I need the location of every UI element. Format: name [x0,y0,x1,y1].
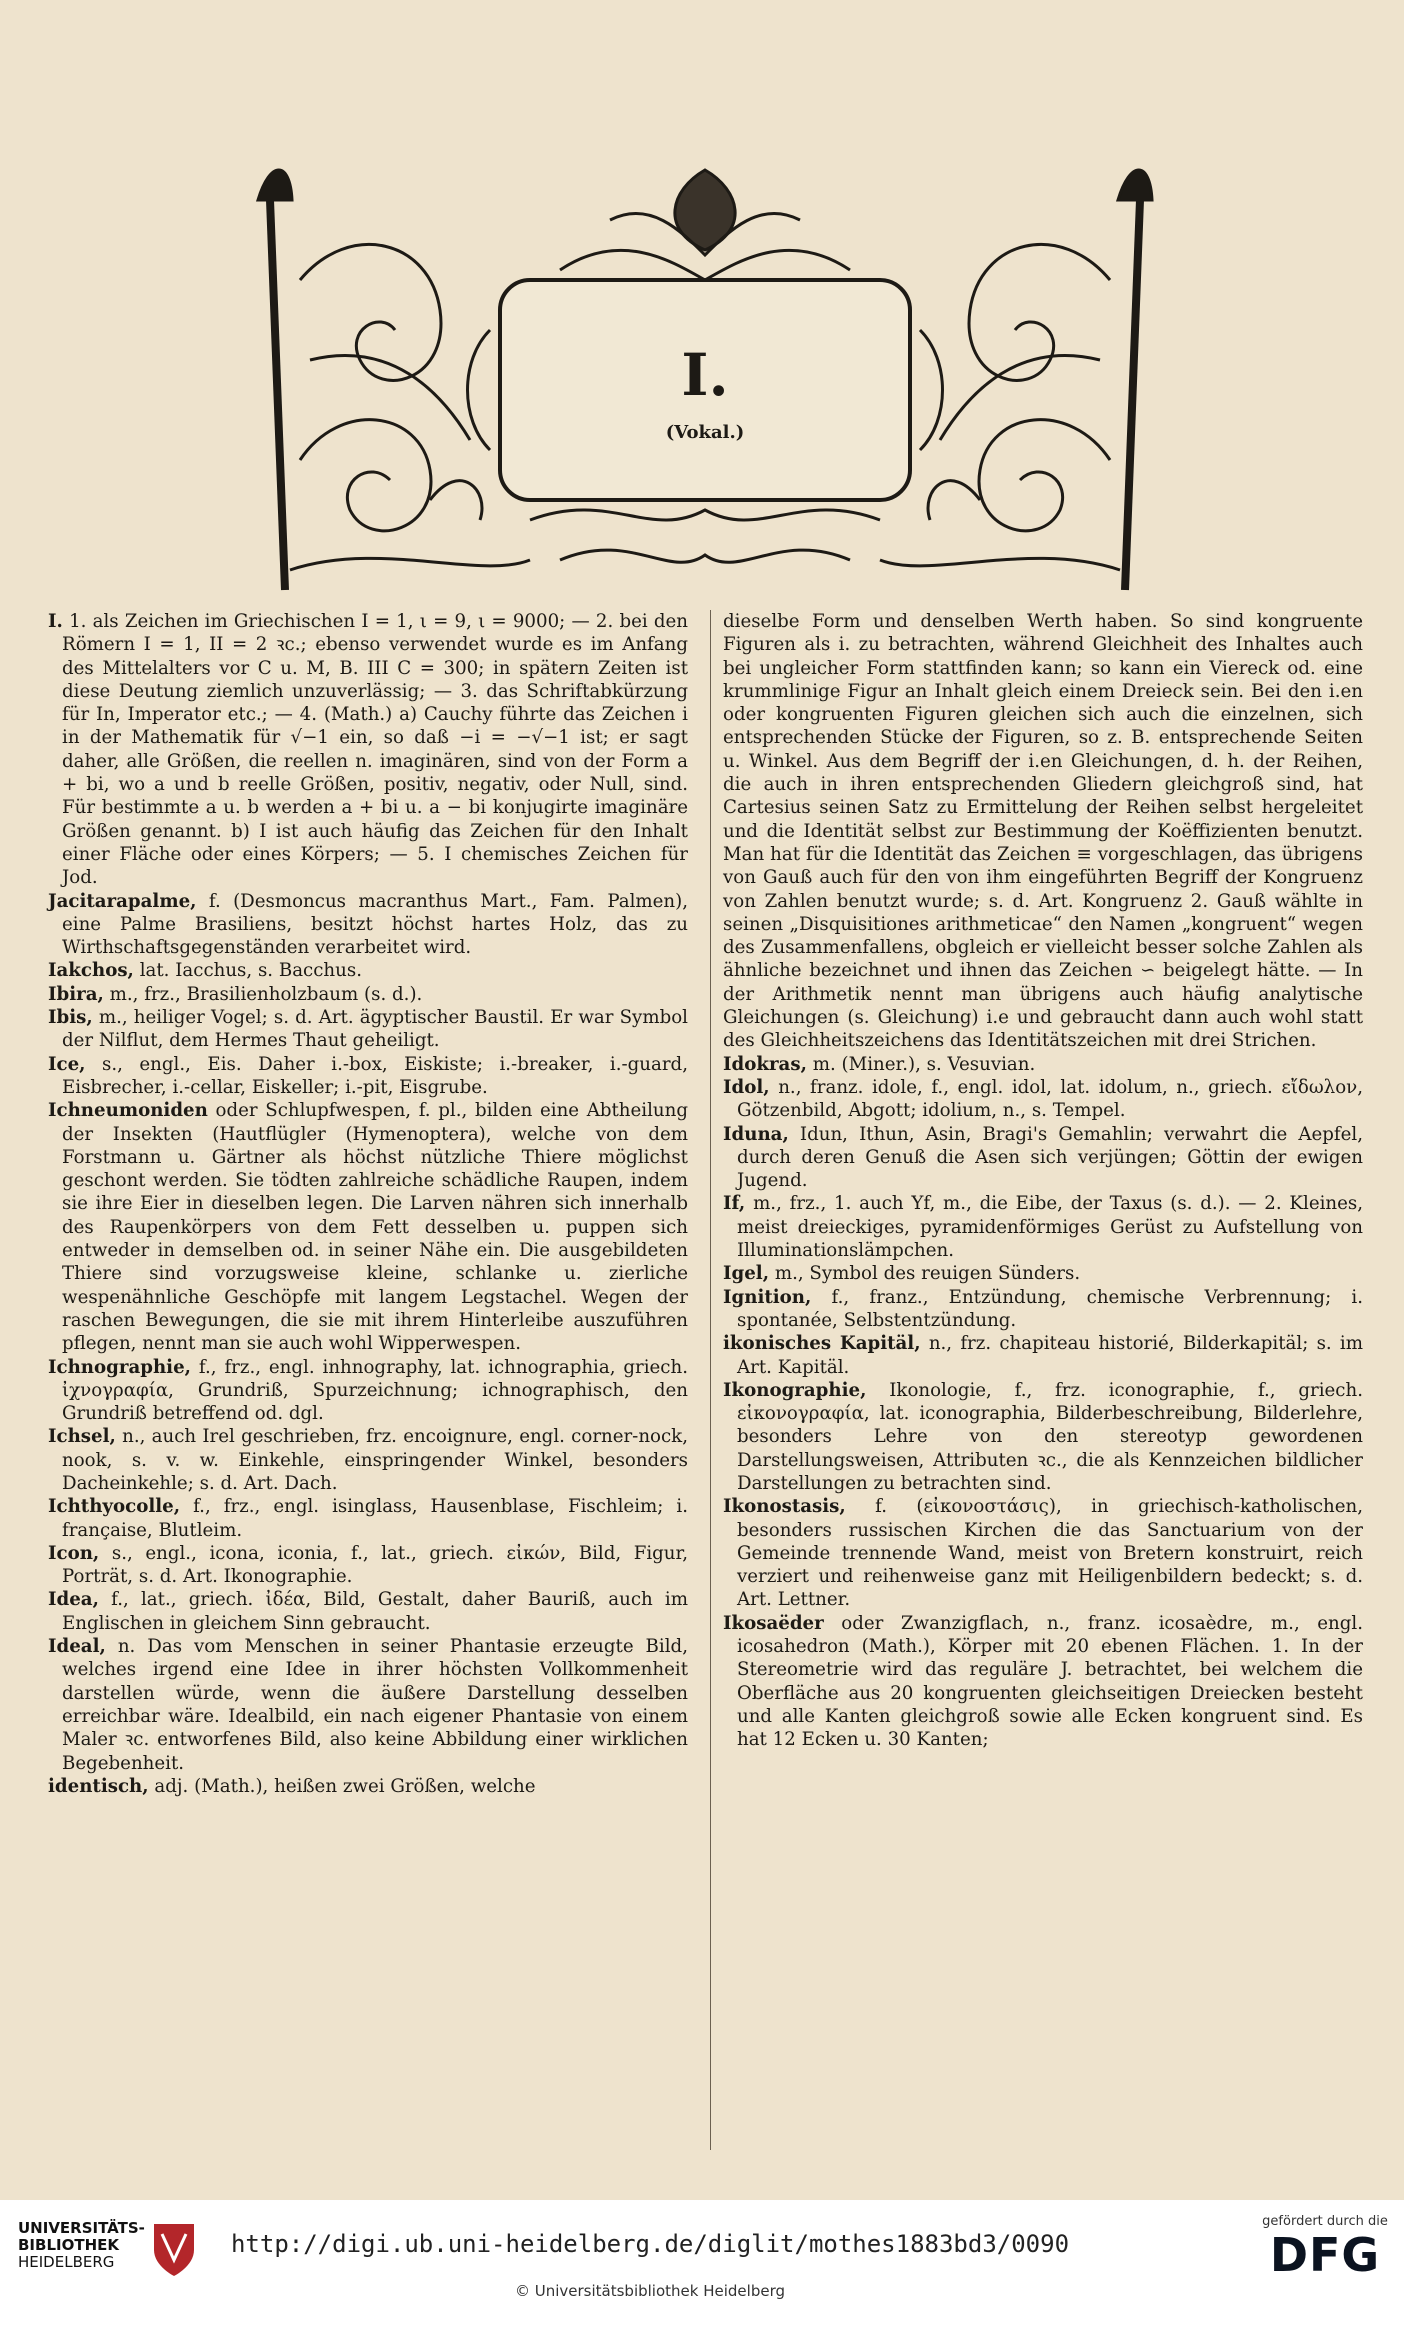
entry-text: f., lat., griech. ἰδέα, Bild, Gestalt, daher Bauriß, auch im Englischen in gleichem Sinn gebraucht. [62,1589,688,1634]
entry-headword: Jacitarapalme, [48,890,197,912]
permalink-url[interactable]: http://digi.ub.uni-heidelberg.de/diglit/mothes1883bd3/0090 [230,2230,1070,2258]
dictionary-entry [723,1332,1363,1379]
dictionary-entry [48,1588,688,1635]
entry-text: s., engl., icona, iconia, f., lat., griech. εἰκών, Bild, Figur, Porträt, s. d. Art. Ikonographie. [62,1542,688,1588]
entry-headword: Idol, [723,1076,770,1098]
entry-text: n., franz. idole, f., engl. idol, lat. idolum, n., griech. εἴδωλον, Götzenbild, Abgott; idolium, n., s. Tempel. [737,1076,1363,1122]
dictionary-entry [723,1612,1363,1752]
entry-text: n. Das vom Menschen in seiner Phantasie erzeugte Bild, welches irgend eine Idee in ihrer höchsten Vollkommenheit darstellen würde, wenn die äußere Darstellung desselben erreichbar wäre. Idealbild, ein nach eigener Phantasie von einem Maler ꝛc. entworfenes Bild, also keine Abbildung einer wirklichen Begebenheit. [62,1636,688,1774]
entry-text: adj. (Math.), heißen zwei Größen, welche [154,1775,536,1797]
entry-text: s., engl., Eis. Daher i.-box, Eiskiste; i.-breaker, i.-guard, Eisbrecher, i.-cellar, Eiskeller; i.-pit, Eisgrube. [62,1053,688,1098]
entry-headword: Ideal, [48,1636,106,1658]
entry-text: f., franz., Entzündung, chemische Verbrennung; i. spontanée, Selbstentzündung. [737,1286,1363,1331]
dictionary-entry [723,610,1363,1053]
section-letter: I. [681,341,729,409]
entry-text: Idun, Ithun, Asin, Bragi's Gemahlin; verwahrt die Aepfel, durch deren Genuß die Asen sich verjüngen; Göttin der ewigen Jugend. [737,1123,1363,1192]
entry-headword: Ichthyocolle, [48,1496,181,1518]
dictionary-entry [48,1053,688,1100]
library-name-line2: BIBLIOTHEK [18,2236,119,2254]
dictionary-entry [723,1495,1363,1611]
entry-text: f., frz., engl. inhnography, lat. ichnographia, griech. ἰχνογραφία, Grundriß, Spurzeichnung; ichnographisch, den Grundriß betreffend od. dgl. [62,1356,688,1425]
dictionary-entry [48,1099,688,1355]
entry-text: oder Schlupfwespen, f. pl., bilden eine Abtheilung der Insekten (Hautflügler (Hymenoptera), welche von dem Forstmann u. Gärtner als höchst nützliche Thiere möglichst geschont werden. Sie tödten zahlreiche schädliche Raupen, indem sie ihre Eier in dieselben legen. Die Larven nähren sich innerhalb des Raupenkörpers von dem Fett desselben u. puppen sich entweder in demselben od. in seiner Nähe ein. Die ausgebildeten Thiere sind vorzugsweise kleine, schlanke u. zierliche wespenähnliche Geschöpfe mit langem Legstachel. Wegen der raschen Bewegungen, die sie mit ihrem Hinterleibe auszuführen pflegen, nennt man sie auch wohl Wipperwespen. [62,1100,688,1355]
left-column [48,610,688,1798]
entry-headword: Iduna, [723,1123,789,1145]
column-divider [710,610,711,2150]
dictionary-entry [48,1425,688,1495]
dictionary-entry [48,983,688,1006]
entry-text: n., auch Irel geschrieben, frz. encoignure, engl. corner-nock, nook, s. v. w. Einkehle, einspringender Winkel, besonders Dacheinkehle; s. d. Art. Dach. [62,1426,688,1494]
entry-text: m., frz., Brasilienholzbaum (s. d.). [109,983,423,1005]
footer-bar [0,2200,1404,2330]
entry-headword: Igel, [723,1263,770,1285]
library-name-line1: UNIVERSITÄTS- [18,2219,145,2237]
dfg-logo [1260,2214,1390,2281]
entry-text: m. (Miner.), s. Vesuvian. [812,1053,1036,1075]
dictionary-entry [723,1286,1363,1333]
entry-headword: Ice, [48,1053,86,1075]
entry-text: f., frz., engl. isinglass, Hausenblase, Fischleim; i. française, Blutleim. [62,1496,688,1541]
entry-text: Ikonologie, f., frz. iconographie, f., griech. εἰκονογραφία, lat. iconographia, Bilderbeschreibung, Bilderlehre, besonders Lehre von den stereotyp gewordenen Darstellungsweisen, Attributen ꝛc., die als Kennzeichen bildlicher Darstellungen zu betrachten sind. [737,1379,1363,1494]
dictionary-entry [723,1262,1363,1285]
entry-headword: Ignition, [723,1286,812,1308]
text-columns [40,610,1370,2170]
dictionary-entry [48,610,688,890]
library-logo [18,2220,148,2271]
dfg-wordmark: DFG [1269,2228,1381,2282]
copyright-notice: © Universitätsbibliothek Heidelberg [514,2282,785,2300]
entry-headword: Idokras, [723,1053,807,1075]
entry-headword: Idea, [48,1589,99,1611]
dictionary-entry [48,1495,688,1542]
entry-headword: identisch, [48,1775,149,1797]
dictionary-entry [48,1356,688,1426]
dictionary-entry [48,1775,688,1798]
entry-text: lat. Iacchus, s. Bacchus. [139,960,362,982]
entry-text: n., frz. chapiteau historié, Bilderkapitäl; s. im Art. Kapitäl. [737,1333,1363,1378]
entry-text: oder Zwanzigflach, n., franz. icosaèdre, m., engl. icosahedron (Math.), Körper mit 20 ebenen Flächen. 1. In der Stereometrie wird das reguläre J. betrachtet, bei welchem die Oberfläche aus 20 kongruenten gleichseitigen Dreiecken besteht und alle Kanten gleichgroß sowie alle Ecken kongruent sind. Es hat 12 Ecken u. 30 Kanten; [737,1612,1363,1751]
dictionary-entry [723,1123,1363,1193]
entry-headword: Icon, [48,1542,100,1564]
dictionary-entry [48,890,688,960]
funded-by-label: gefördert durch die [1262,2214,1388,2229]
section-subtitle: (Vokal.) [665,422,745,443]
entry-text: 1. als Zeichen im Griechischen I = 1, ι = 9, ι = 9000; — 2. bei den Römern I = 1, II = 2 ꝛc.; ebenso verwendet wurde es im Anfang des Mittelalters vor C u. M, B. III C = 300; in spätern Zeiten ist diese Deutung ziemlich unzuverlässig; — 3. das Schriftabkürzung für In, Imperator etc.; — 4. (Math.) a) Cauchy führte das Zeichen i in der Mathematik für √−1 ein, so daß −i = −√−1 ist; er sagt daher, alle Größen, die reellen n. imaginären, sind von der Form a + bi, wo a und b reelle Größen, positiv, negativ, oder Null, sind. Für bestimmte a u. b werden a + bi u. a − bi konjugirte imaginäre Größen genannt. b) I ist auch häufig das Zeichen für den Inhalt einer Fläche oder eines Körpers; — 5. I chemisches Zeichen für Jod. [62,611,688,889]
entry-headword: Ikonographie, [723,1379,867,1401]
entry-headword: Ibira, [48,983,104,1005]
ornamental-header-vignette [230,160,1180,600]
entry-headword: Ichsel, [48,1426,116,1448]
entry-headword: If, [723,1193,746,1215]
entry-headword: Ichnographie, [48,1356,191,1378]
dictionary-entry [48,1006,688,1053]
right-column [723,610,1363,1752]
entry-headword: Iakchos, [48,960,134,982]
entry-text: f. (εἰκονοστάσις), in griechisch-katholischen, besonders russischen Kirchen die das Sanctuarium von der Gemeinde trennende Wand, meist von Bretern konstruirt, reich verziert und reihenweise ganz mit Heiligenbildern bedeckt; s. d. Art. Lettner. [737,1496,1363,1611]
entry-text: m., heiliger Vogel; s. d. Art. ägyptischer Baustil. Er war Symbol der Nilflut, dem Hermes Thaut geheiligt. [62,1007,688,1052]
entry-headword: Ikosaëder [723,1612,824,1634]
dictionary-entry [48,1542,688,1589]
entry-text: m., frz., 1. auch Yf, m., die Eibe, der Taxus (s. d.). — 2. Kleines, meist dreieckiges, pyramidenförmiges Gerüst zu Aufstellung von Illuminationslämpchen. [737,1193,1363,1262]
entry-headword: Ibis, [48,1007,93,1029]
library-name-line3: HEIDELBERG [18,2253,115,2271]
dictionary-entry [723,1379,1363,1495]
dictionary-entry [48,1635,688,1775]
entry-headword: I. [48,611,63,632]
entry-headword: Ichneumoniden [48,1100,208,1122]
dictionary-entry [48,959,688,982]
entry-headword: ikonisches Kapitäl, [723,1333,921,1355]
dictionary-entry [723,1192,1363,1262]
dictionary-entry [723,1053,1363,1076]
entry-text: m., Symbol des reuigen Sünders. [774,1263,1081,1285]
entry-text: f. (Desmoncus macranthus Mart., Fam. Palmen), eine Palme Brasiliens, besitzt höchst hartes Holz, das zu Wirthschaftsgegenständen verarbeitet wird. [62,890,688,959]
library-crest-icon [150,2220,198,2280]
entry-headword: Ikonostasis, [723,1496,846,1518]
entry-text: dieselbe Form und denselben Werth haben. So sind kongruente Figuren als i. zu betrachten, während Gleichheit des Inhaltes auch bei ungleicher Form stattfinden kann; so kann ein Viereck od. eine krummlinige Figur an Inhalt gleich einem Dreieck sein. Bei den i.en oder kongruenten Figuren gleichen sich auch die einzelnen, sich entsprechenden Stücke der Figuren, so z. B. entsprechende Seiten u. Winkel. Aus dem Begriff der i.en Gleichungen, d. h. der Reihen, die auch in ihren entsprechenden Gliedern gleichgroß sind, hat Cartesius seinen Satz zu Ermittelung der Reihen selbst hergeleitet und die Identität selbst zur Bestimmung der Koëffizienten benutzt. Man hat für die Identität das Zeichen ≡ vorgeschlagen, das übrigens von Gauß auch für den von ihm eingeführten Begriff der Kongruenz von Zahlen benutzt wurde; s. d. Art. Kongruenz 2. Gauß wählte in seinen „Disquisitiones arithmeticae“ den Namen „kongruent“ wegen des Zusammenfallens, obgleich er vielleicht besser solche Zahlen als ähnliche bezeichnet und ihnen das Zeichen ∽ beigelegt hätte. — In der Arithmetik nennt man übrigens auch häufig analytische Gleichungen (s. Gleichung) i.e und gebraucht dann auch wohl statt des Gleichheitszeichens das Identitätszeichen mit drei Strichen. [723,611,1363,1052]
dictionary-entry [723,1076,1363,1123]
